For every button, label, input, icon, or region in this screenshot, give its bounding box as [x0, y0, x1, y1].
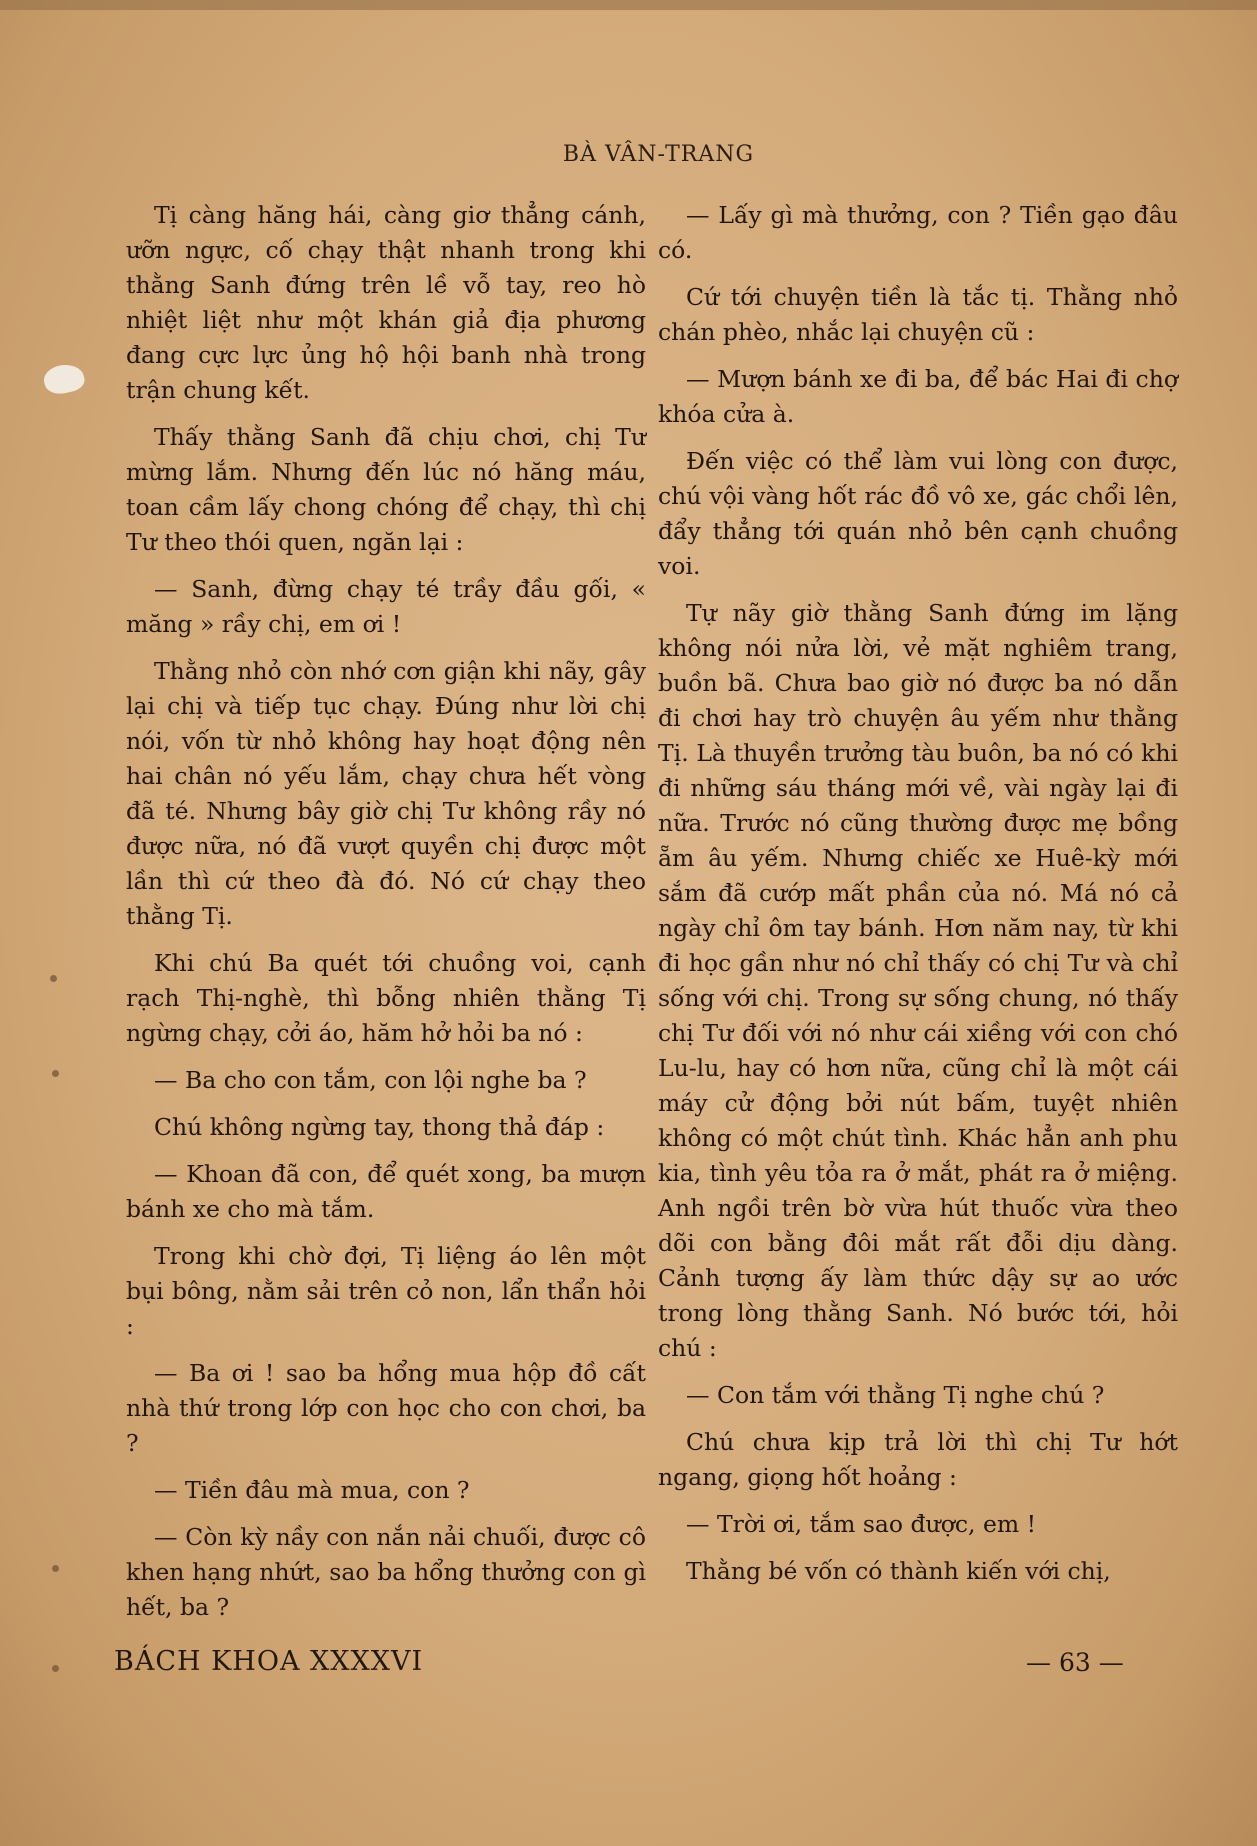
paper-speck	[50, 975, 57, 982]
paragraph: — Tiền đâu mà mua, con ?	[154, 1476, 470, 1504]
paragraph: Khi chú Ba quét tới chuồng voi, cạnh rạch Thị-nghè, thì bỗng nhiên thằng Tị ngừng chạy, cởi áo, hăm hở hỏi ba nó :	[126, 949, 646, 1047]
journal-footer: BÁCH KHOA XXXXVI	[114, 1646, 424, 1677]
running-head: BÀ VÂN-TRANG	[562, 142, 755, 167]
paragraph: Tự nãy giờ thằng Sanh đứng im lặng không nói nửa lời, vẻ mặt nghiêm trang, buồn bã. Chưa bao giờ nó được ba nó dẫn đi chơi hay trò chuyện âu yếm như thằng Tị. Là thuyền trưởng tàu buôn, ba nó có khi đi những sáu tháng mới về, vài ngày lại đi nữa. Trước nó cũng thường được mẹ bồng ẵm âu yếm. Nhưng chiếc xe Huê-kỳ mới sắm đã cướp mất phần của nó. Má nó cả ngày chỉ ôm tay bánh. Hơn năm nay, từ khi đi học gần như nó chỉ thấy có chị Tư và chỉ sống với chị. Trong sự sống chung, nó thấy chị Tư đối với nó như cái xiềng với con chó Lu-lu, hay có hơn nữa, cũng chỉ là một cái máy cử động bởi nút bấm, tuyệt nhiên không có một chút tình. Khác hẳn anh phu kia, tình yêu tỏa ra ở mắt, phát ra ở miệng. Anh ngồi trên bờ vừa hút thuốc vừa theo dõi con bằng đôi mắt rất đỗi dịu dàng. Cảnh tượng ấy làm thức dậy sự ao ước trong lòng thằng Sanh. Nó bước tới, hỏi chú :	[658, 599, 1178, 1362]
paper-speck	[52, 1070, 59, 1077]
paragraph: Thấy thằng Sanh đã chịu chơi, chị Tư mừng lắm. Nhưng đến lúc nó hăng máu, toan cầm lấy chong chóng để chạy, thì chị Tư theo thói quen, ngăn lại :	[126, 423, 646, 556]
paragraph: Chú không ngừng tay, thong thả đáp :	[154, 1113, 605, 1141]
paragraph: — Còn kỳ nầy con nắn nải chuối, được cô khen hạng nhứt, sao ba hổng thưởng con gì hết, ba ?	[126, 1523, 646, 1621]
paragraph: — Sanh, đừng chạy té trầy đầu gối, « măng » rầy chị, em ơi !	[126, 575, 646, 638]
paragraph: Đến việc có thể làm vui lòng con được, chú vội vàng hốt rác đồ vô xe, gác chổi lên, đẩy thẳng tới quán nhỏ bên cạnh chuồng voi.	[658, 447, 1178, 580]
paragraph: — Ba ơi ! sao ba hổng mua hộp đồ cất nhà thứ trong lớp con học cho con chơi, ba ?	[126, 1359, 646, 1457]
paragraph: Trong khi chờ đợi, Tị liệng áo lên một bụi bông, nằm sải trên cỏ non, lẩn thẩn hỏi :	[126, 1242, 646, 1340]
paragraph: — Mượn bánh xe đi ba, để bác Hai đi chợ khóa cửa à.	[658, 365, 1178, 428]
paragraph: — Con tắm với thằng Tị nghe chú ?	[686, 1381, 1105, 1409]
right-column	[658, 198, 1178, 1601]
paragraph: Chú chưa kịp trả lời thì chị Tư hớt ngang, giọng hốt hoảng :	[658, 1428, 1178, 1491]
paragraph: Cứ tới chuyện tiền là tắc tị. Thằng nhỏ chán phèo, nhắc lại chuyện cũ :	[658, 283, 1178, 346]
paragraph: — Ba cho con tắm, con lội nghe ba ?	[154, 1066, 587, 1094]
paragraph: Thằng bé vốn có thành kiến với chị,	[686, 1557, 1111, 1585]
paper-speck	[52, 1565, 59, 1572]
paragraph: — Trời ơi, tắm sao được, em !	[686, 1510, 1037, 1538]
left-column	[126, 198, 646, 1637]
paper-speck	[52, 1665, 59, 1672]
page-number: — 63 —	[1026, 1648, 1124, 1677]
paragraph: — Khoan đã con, để quét xong, ba mượn bánh xe cho mà tắm.	[126, 1160, 646, 1223]
paragraph: Thằng nhỏ còn nhớ cơn giận khi nãy, gây lại chị và tiếp tục chạy. Đúng như lời chị nói, vốn từ nhỏ không hay hoạt động nên hai chân nó yếu lắm, chạy chưa hết vòng đã té. Nhưng bây giờ chị Tư không rầy nó được nữa, nó đã vượt quyền chị được một lần thì cứ theo đà đó. Nó cứ chạy theo thằng Tị.	[126, 657, 646, 930]
paper-tear	[42, 361, 87, 397]
paragraph: — Lấy gì mà thưởng, con ? Tiền gạo đâu có.	[658, 201, 1178, 264]
paragraph: Tị càng hăng hái, càng giơ thẳng cánh, ưỡn ngực, cố chạy thật nhanh trong khi thằng Sanh đứng trên lề vỗ tay, reo hò nhiệt liệt như một khán giả địa phương đang cực lực ủng hộ hội banh nhà trong trận chung kết.	[126, 201, 646, 404]
